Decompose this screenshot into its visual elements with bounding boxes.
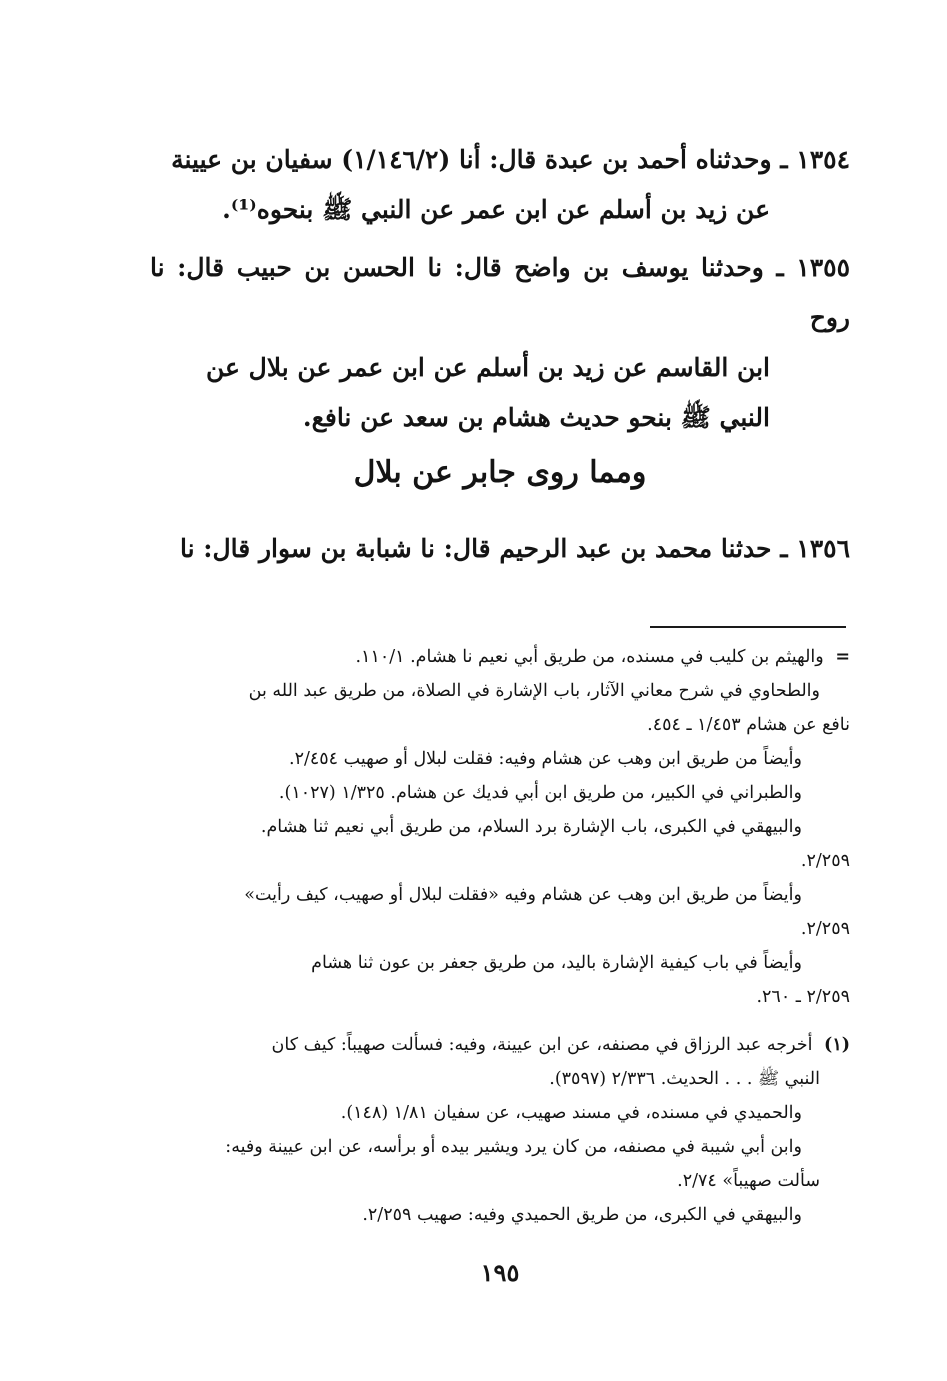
footnote-1 bbox=[150, 1028, 850, 1232]
footnote-line: وأيضاً من طريق ابن وهب عن هشام وفيه: فقلت لبلال أو صهيب ٢/٤٥٤. bbox=[289, 749, 802, 769]
footnote-line: والطبراني في الكبير، من طريق ابن أبي فديك عن هشام. ١/٣٢٥ (١٠٢٧). bbox=[278, 783, 802, 803]
footnote-line: سألت صهيباً» ٢/٧٤. bbox=[677, 1171, 820, 1191]
hadith-number: ١٣٥٥ ـ bbox=[776, 253, 850, 282]
continuation-marker: = bbox=[835, 647, 850, 667]
hadith-text-line: النبي ﷺ بنحو حديث هشام بن سعد عن نافع. bbox=[302, 403, 770, 432]
footnote-line: وأيضاً من طريق ابن وهب عن هشام وفيه «فقلت لبلال أو صهيب، كيف رأيت» bbox=[244, 885, 802, 905]
hadith-number: ١٣٥٦ ـ bbox=[780, 534, 850, 563]
hadith-text-line: حدثنا محمد بن عبد الرحيم قال: نا شبابة بن سوار قال: نا bbox=[180, 534, 772, 563]
hadith-number: ١٣٥٤ ـ bbox=[780, 145, 850, 174]
hadith-text-line: ابن القاسم عن زيد بن أسلم عن ابن عمر عن بلال عن bbox=[206, 353, 770, 382]
footnote-separator bbox=[650, 626, 846, 628]
hadith-text-line: عن زيد بن أسلم عن ابن عمر عن النبي ﷺ بنحوه⁽¹⁾. bbox=[222, 195, 770, 224]
footnote-line: = والهيثم بن كليب في مسنده، من طريق أبي نعيم نا هشام. ١١٠/١. bbox=[355, 647, 850, 667]
footnote-line: والبيهقي في الكبرى، باب الإشارة برد السلام، من طريق أبي نعيم ثنا هشام. bbox=[260, 817, 802, 837]
footnote-continuation bbox=[150, 640, 850, 1014]
page-number: ١٩٥ bbox=[480, 1258, 520, 1287]
hadith-1356 bbox=[150, 524, 850, 574]
footnote-line: والبيهقي في الكبرى، من طريق الحميدي وفيه: صهيب ٢/٢٥٩. bbox=[362, 1205, 802, 1225]
footnote-line: النبي ﷺ . . . الحديث. ٢/٣٣٦ (٣٥٩٧). bbox=[549, 1069, 820, 1089]
footnote-line: ٢/٢٥٩. bbox=[800, 919, 850, 939]
footnote-line: وأيضاً في باب كيفية الإشارة باليد، من طريق جعفر بن عون ثنا هشام bbox=[311, 953, 802, 973]
footnote-line: والطحاوي في شرح معاني الآثار، باب الإشارة في الصلاة، من طريق عبد الله بن bbox=[248, 681, 820, 701]
section-heading: ومما روى جابر عن بلال bbox=[353, 455, 647, 490]
footnote-line: (١) أخرجه عبد الرزاق في مصنفه، عن ابن عيينة، وفيه: فسألت صهيباً: كيف كان bbox=[271, 1035, 850, 1055]
footnote-line: نافع عن هشام ١/٤٥٣ ـ ٤٥٤. bbox=[647, 715, 850, 735]
footnote-marker: (١) bbox=[824, 1035, 850, 1055]
footnote-line: والحميدي في مسنده، في مسند صهيب، عن سفيان ١/٨١ (١٤٨). bbox=[340, 1103, 802, 1123]
footnote-line: ٢/٢٥٩ ـ ٢٦٠. bbox=[756, 987, 850, 1007]
hadith-text-line: وحدثناه أحمد بن عبدة قال: أنا (١/١٤٦/٢) سفيان بن عيينة bbox=[171, 145, 772, 174]
hadith-1355 bbox=[150, 243, 850, 443]
hadith-1354 bbox=[150, 135, 850, 235]
footnote-line: وابن أبي شيبة في مصنفه، من كان يرد ويشير بيده أو برأسه، عن ابن عيينة وفيه: bbox=[225, 1137, 802, 1157]
hadith-text-line: وحدثنا يوسف بن واضح قال: نا الحسن بن حبيب قال: نا روح bbox=[150, 253, 850, 332]
footnote-line: ٢/٢٥٩. bbox=[800, 851, 850, 871]
